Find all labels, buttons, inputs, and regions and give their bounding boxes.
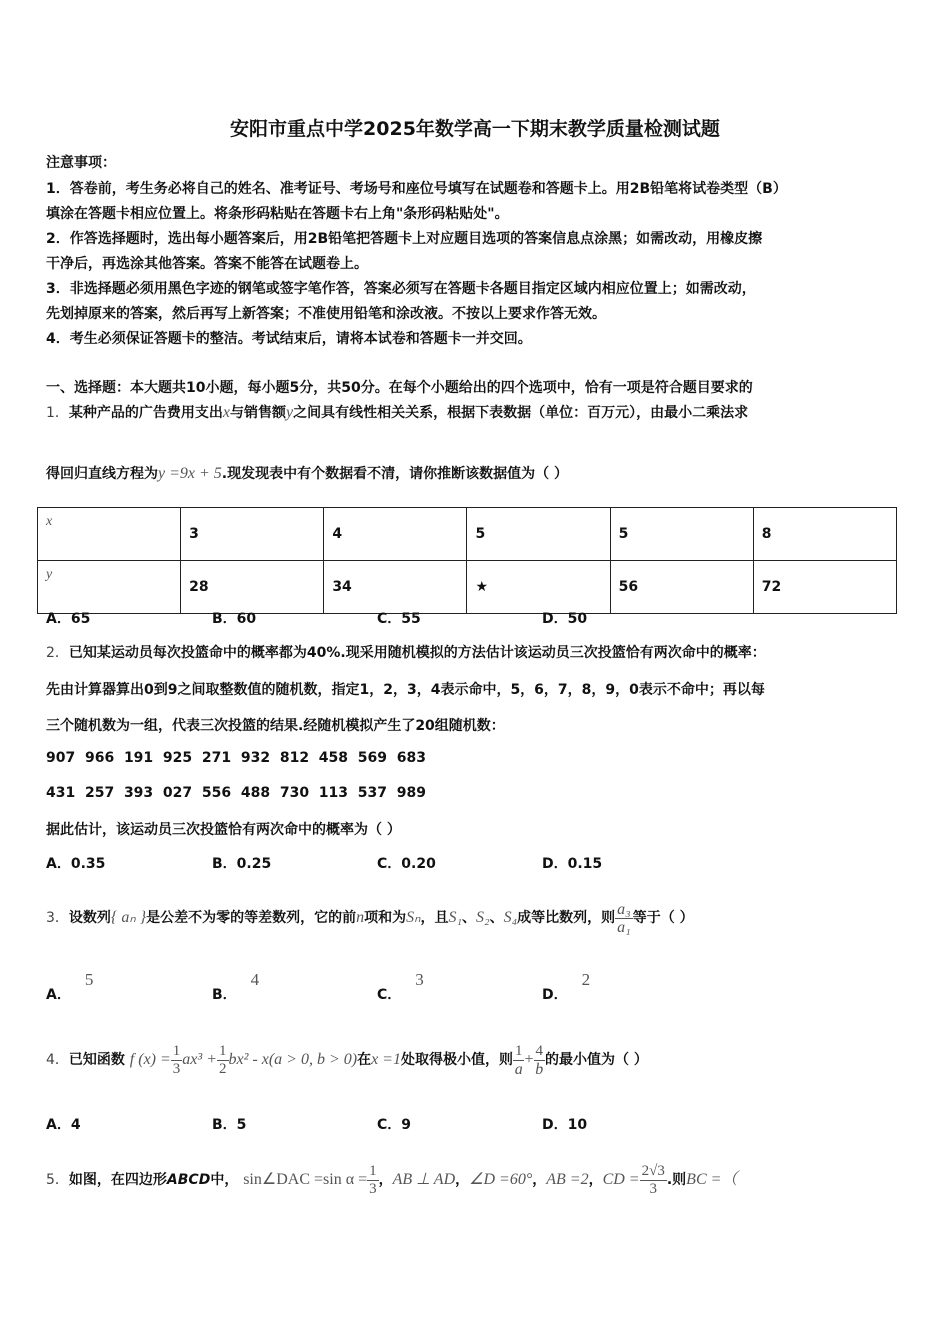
q-number: 2． [46,645,69,661]
text: 等于（ ） [632,910,694,926]
text: .现发现表中有个数据看不清，请你推断该数据值为（ ） [221,466,568,482]
option-b: B．5 [212,1117,247,1133]
table-cell: 4 [324,508,467,561]
table-cell: 34 [324,561,467,614]
text: 与销售额 [230,405,287,421]
table-cell: 5 [467,508,610,561]
math: BC =（ [686,1171,738,1188]
math: ax³ + [182,1051,217,1068]
text: ， [588,1172,603,1188]
table-cell: 72 [753,561,896,614]
denominator: a [514,1060,523,1078]
option-label: B． [212,987,237,1003]
option-c: C．0.20 [377,856,436,872]
fraction [640,1163,667,1198]
denominator: b [535,1060,544,1078]
table-row [38,508,897,561]
table-cell: 8 [753,508,896,561]
text: ， [532,1172,547,1188]
text: 得回归直线方程为 [46,466,158,482]
q2-line: 先由计算器算出0到9之间取整数值的随机数，指定1，2，3，4表示命中，5，6，7，8，9，0表示不命中；再以每 [46,682,765,698]
table-cell: ★ [467,561,610,614]
numerator: 2√3 [641,1162,665,1179]
fraction [534,1043,546,1078]
notice-line: 填涂在答题卡相应位置上。将条形码粘贴在答题卡右上角"条形码粘贴处"。 [46,206,509,222]
table-cell: 3 [181,508,324,561]
text: 成等比数列，则 [517,910,616,926]
text: 是公差不为零的等差数列，它的前 [146,910,357,926]
notice-line: 4．考生必须保证答题卡的整洁。考试结束后，请将本试卷和答题卡一并交回。 [46,331,532,347]
text: 处取得极小值，则 [400,1052,513,1068]
text: .则 [666,1172,687,1188]
text: 中， [210,1172,239,1188]
option-label: D． [542,987,568,1003]
q-number: 3． [46,910,69,926]
math: AB ⊥ AD [392,1171,456,1188]
notice-line: 干净后，再选涂其他答案。答案不能答在试题卷上。 [46,256,368,272]
q-number: 5． [46,1172,69,1188]
q2-line: 三个随机数为一组，代表三次投篮的结果.经随机模拟产生了20组随机数： [46,718,505,734]
q-number: 1． [46,405,69,421]
denominator: 3 [172,1060,181,1077]
denominator: 3 [649,1180,657,1197]
math: CD = [602,1171,640,1188]
text: 、 [489,910,504,926]
denominator: 2 [219,1060,227,1077]
numerator: 1 [514,1042,523,1059]
q2-line [46,642,766,662]
q1-line2 [46,463,568,483]
table-cell: x [38,508,181,561]
notice-line: 1．答卷前，考生务必将自己的姓名、准考证号、考场号和座位号填写在试题卷和答题卡上。用2B铅笔将试卷类型（B） [46,181,787,197]
option-a [46,970,94,1004]
option-d [542,970,591,1004]
numerator: 1 [172,1042,181,1059]
random-numbers-row: 907 966 191 925 271 932 812 458 569 683 [46,750,426,766]
math: S₄ [503,909,518,926]
numerator: 1 [219,1042,227,1059]
option-b: B．0.25 [212,856,272,872]
option-c [377,970,424,1004]
text: 已知某运动员每次投篮命中的概率都为40%.现采用随机模拟的方法估计该运动员三次投篮恰有两次命中的概率： [68,645,766,661]
page-title: 安阳市重点中学2025年数学高一下期末教学质量检测试题 [230,118,720,140]
notice-line: 3．非选择题必须用黑色字迹的钢笔或签字笔作答，答案必须写在答题卡各题目指定区域内相应位置上；如需改动， [46,281,756,297]
option-label: A． [46,987,71,1003]
text: ，且 [420,910,449,926]
q2-line: 据此估计，该运动员三次投篮恰有两次命中的概率为（ ） [46,822,401,838]
option-a: A．65 [46,611,91,627]
option-c: C．9 [377,1117,412,1133]
fraction [217,1043,229,1078]
option-d: D．50 [542,611,588,627]
math: + [524,1051,534,1068]
option-value: 4 [250,970,260,989]
math: ∠D =60° [469,1171,533,1188]
q1-line1 [46,402,748,422]
math: S₁ [448,909,463,926]
q-number: 4． [46,1052,69,1068]
math: y =9x + 5 [158,465,222,482]
option-label: C． [377,987,402,1003]
q4-line [46,1030,648,1090]
notice-heading: 注意事项： [46,155,116,171]
text: 已知函数 [68,1052,125,1068]
math: f (x) = [129,1051,171,1068]
math: AB =2 [546,1171,589,1188]
text: 项和为 [364,910,407,926]
text: 之间具有线性相关关系，根据下表数据（单位：百万元），由最小二乘法求 [293,405,749,421]
math: sin∠DAC =sin α = [243,1171,368,1188]
option-a: A．0.35 [46,856,106,872]
random-numbers-row: 431 257 393 027 556 488 730 113 537 989 [46,785,426,801]
q3-line [46,888,694,948]
option-value: 3 [415,970,424,989]
text: 的最小值为（ ） [545,1052,648,1068]
math: bx² - x(a > 0, b > 0) [228,1051,358,1068]
option-b: B．60 [212,611,257,627]
table-cell: 5 [610,508,753,561]
math: x =1 [371,1051,401,1068]
data-table [37,507,897,614]
option-b [212,970,260,1004]
table-cell: 56 [610,561,753,614]
text: 如图，在四边形 [68,1172,167,1188]
fraction [513,1043,525,1078]
notice-line: 2．作答选择题时，选出每小题答案后，用2B铅笔把答题卡上对应题目选项的答案信息点涂黑；如需改动，用橡皮擦 [46,231,763,247]
table-row [38,561,897,614]
fraction [367,1163,379,1198]
table-cell: 28 [181,561,324,614]
text: ， [455,1172,470,1188]
option-a: A．4 [46,1117,81,1133]
q5-line [46,1150,737,1210]
text: ABCD [166,1172,211,1188]
text: 在 [357,1052,372,1068]
text: 某种产品的广告费用支出 [68,405,223,421]
math: Sₙ [406,909,421,926]
option-d: D．10 [542,1117,588,1133]
fraction [615,901,633,936]
option-c: C．55 [377,611,421,627]
option-value: 5 [84,970,94,989]
text: 设数列 [68,910,111,926]
notice-line: 先划掉原来的答案，然后再写上新答案；不准使用铅笔和涂改液。不按以上要求作答无效。 [46,306,606,322]
fraction [171,1043,183,1078]
math: y [286,404,294,421]
numerator: a₃ [617,900,631,918]
math: { aₙ } [110,909,147,926]
denominator: 3 [369,1180,377,1197]
table-cell: y [38,561,181,614]
option-value: 2 [581,970,591,989]
section-heading: 一、选择题：本大题共10小题，每小题5分，共50分。在每个小题给出的四个选项中，恰有一项是符合题目要求的 [46,380,753,396]
text: 、 [462,910,477,926]
text: ， [378,1172,393,1188]
option-d: D．0.15 [542,856,603,872]
numerator: 4 [535,1042,544,1059]
math: S₂ [476,909,490,926]
denominator: a₁ [617,918,631,936]
math: x [222,404,231,421]
numerator: 1 [369,1162,377,1179]
math: n [356,909,365,926]
